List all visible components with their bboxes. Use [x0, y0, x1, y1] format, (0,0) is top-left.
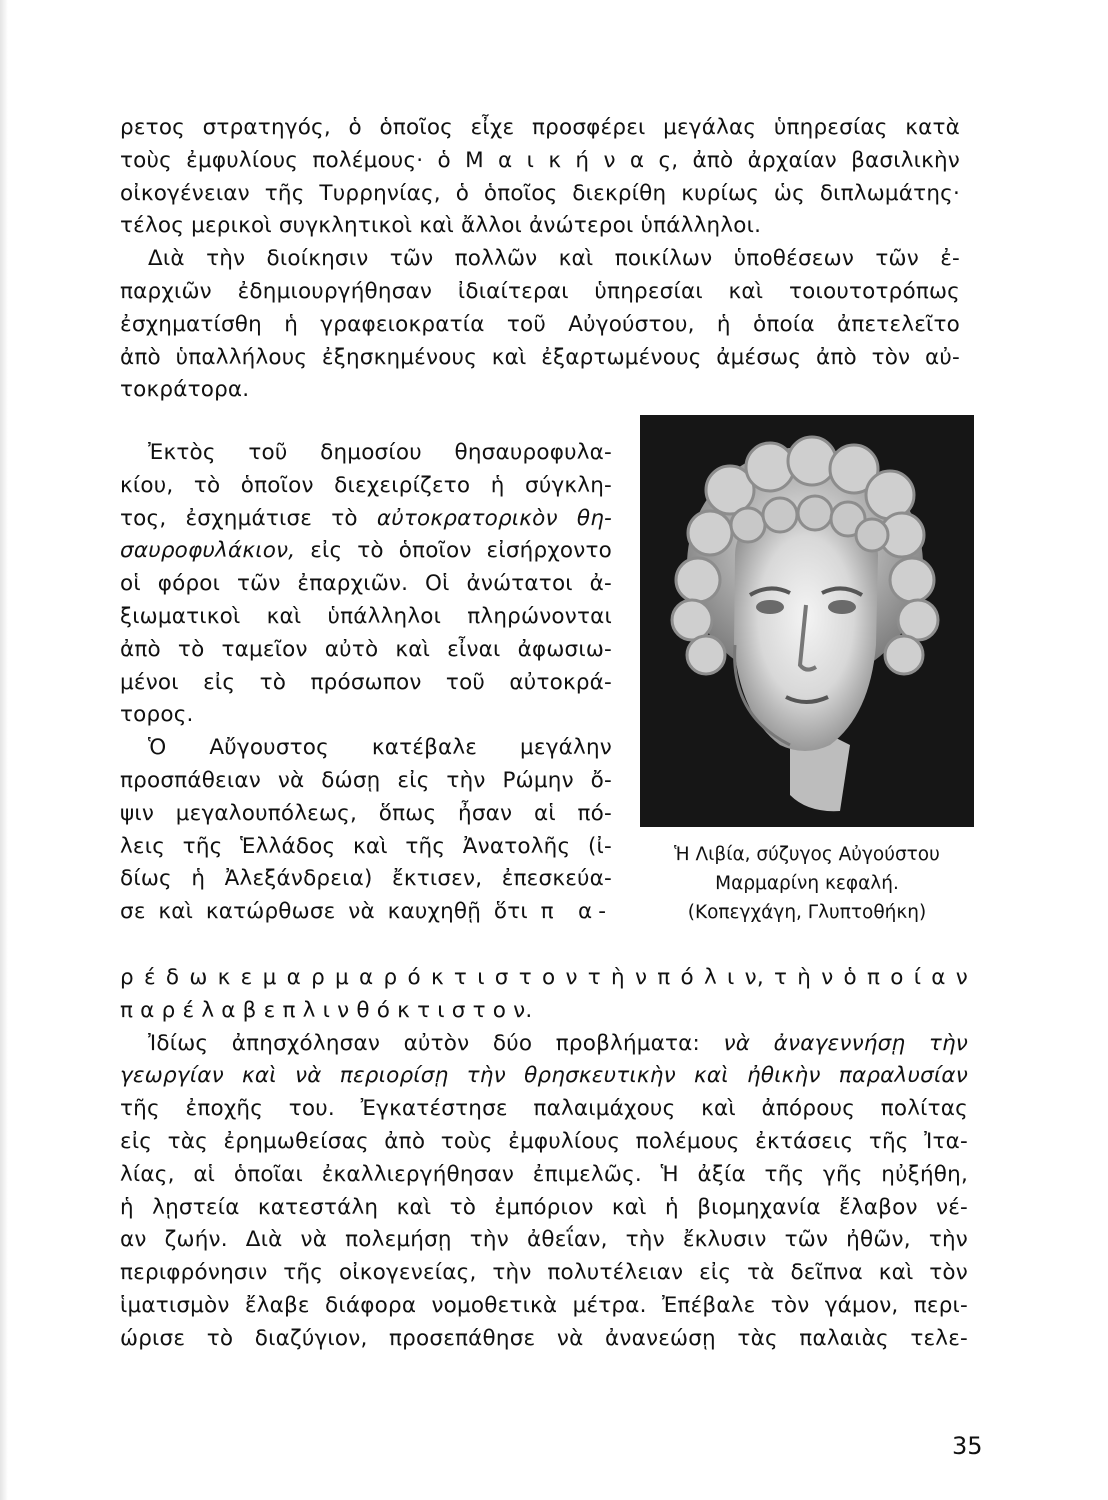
text-line — [120, 503, 612, 536]
livia-bust-photo — [640, 415, 974, 827]
text-line: ρετος στρατηγός, ὁ ὁποῖος εἶχε προσφέρει μεγάλας ὑπηρεσίας κατὰ — [120, 115, 960, 140]
italic-term: σαυροφυλάκιον, — [120, 538, 296, 564]
text-line: ξιωματικοὶ καὶ ὑπάλληλοι πληρώνονται — [120, 603, 612, 629]
text-line: ψιν μεγαλουπόλεως, ὅπως ἦσαν αἱ πό- — [120, 800, 612, 826]
text-line: κίου, τὸ ὁποῖον διεχειρίζετο ἡ σύγκλη- — [120, 472, 612, 498]
scan-edge-shadow — [0, 0, 8, 1500]
text-line: οἰκογένειαν τῆς Τυρρηνίας, ὁ ὁποῖος διεκρίθη κυρίως ὡς διπλωμάτης· — [120, 180, 960, 206]
top-text-block — [120, 112, 960, 407]
text-line: ἐσχηματίσθη ἡ γραφειοκρατία τοῦ Αὐγούστου, ἡ ὁποία ἀπετελεῖτο — [120, 311, 960, 337]
text-line: ἱματισμὸν ἔλαβε διάφορα νομοθετικὰ μέτρα. Ἐπέβαλε τὸν γάμον, περι- — [120, 1292, 968, 1318]
text-segment: σε καὶ κατώρθωσε νὰ καυχηθῇ ὅτι — [120, 899, 541, 925]
text-line: Ἐκτὸς τοῦ δημοσίου θησαυροφυλα- — [148, 440, 612, 465]
column-text-block — [120, 437, 612, 929]
text-line: ἡ λῃστεία κατεστάλη καὶ τὸ ἐμπόριον καὶ ἡ βιομηχανία ἔλαβον νέ- — [120, 1194, 968, 1220]
caption-title: Ἡ Λιβία, σύζυγος Αὐγούστου — [674, 844, 940, 865]
text-line: οἱ φόροι τῶν ἐπαρχιῶν. Οἱ ἀνώτατοι ἀ- — [120, 571, 612, 597]
spaced-text: π α- — [540, 899, 612, 925]
caption-material: Μαρμαρίνη κεφαλή. — [715, 873, 899, 894]
text-line — [120, 896, 612, 929]
italic-text-line: γεωργίαν καὶ νὰ περιορίσῃ τὴν θρησκευτικὴν καὶ ἠθικὴν παραλυσίαν — [120, 1063, 968, 1089]
marble-head-illustration — [640, 415, 974, 827]
text-line: δίως ἡ Ἀλεξάνδρεια) ἔκτισεν, ἐπεσκεύα- — [120, 866, 612, 892]
text-line: προσπάθειαν νὰ δώσῃ εἰς τὴν Ρώμην ὄ- — [120, 767, 612, 793]
italic-term: αὐτοκρατορικὸν θη- — [376, 505, 612, 531]
text-segment: εἰς τὸ ὁποῖον εἰσήρχοντο — [295, 538, 612, 564]
text-line: τορος. — [120, 702, 194, 728]
text-line — [120, 1028, 968, 1061]
italic-phrase: νὰ ἀναγεννήσῃ τὴν — [723, 1030, 968, 1056]
text-line: περιφρόνησιν τῆς οἰκογενείας, τὴν πολυτέλειαν εἰς τὰ δεῖπνα καὶ τὸν — [120, 1260, 968, 1286]
bottom-text-block — [120, 962, 968, 1356]
text-line: ἀπὸ τὸ ταμεῖον αὐτὸ καὶ εἶναι ἀφωσιω- — [120, 636, 612, 662]
text-segment: τος, ἐσχημάτισε τὸ — [120, 505, 377, 531]
text-line: αν ζωήν. Διὰ νὰ πολεμήσῃ τὴν ἀθεΐαν, τὴν ἔκλυσιν τῶν ἠθῶν, τὴν — [120, 1227, 968, 1253]
spaced-text-line: π α ρ έ λ α β ε π λ ι ν θ ό κ τ ι σ τ ο ν. — [120, 997, 533, 1023]
text-line: τέλος μερικοὶ συγκλητικοὶ καὶ ἄλλοι ἀνώτεροι ὑπάλληλοι. — [120, 213, 762, 239]
text-line: εἰς τὰς ἐρημωθείσας ἀπὸ τοὺς ἐμφυλίους πολέμους ἐκτάσεις τῆς Ἰτα- — [120, 1128, 968, 1154]
text-line: μένοι εἰς τὸ πρόσωπον τοῦ αὐτοκρά- — [120, 669, 612, 695]
spaced-text-line: ρ έ δ ω κ ε μ α ρ μ α ρ ό κ τ ι σ τ ο ν τ ὴ ν π ό λ ι ν, τ ὴ ν ὁ π ο ί α ν — [120, 965, 968, 990]
text-line: λίας, αἱ ὁποῖαι ἐκαλλιεργήθησαν ἐπιμελῶς. Ἡ ἀξία τῆς γῆς ηὐξήθη, — [120, 1161, 968, 1187]
caption-location: (Κοπεγχάγη, Γλυπτοθήκη) — [687, 902, 927, 923]
text-line: παρχιῶν ἐδημιουργήθησαν ἰδιαίτεραι ὑπηρεσίαι καὶ τοιουτοτρόπως — [120, 278, 960, 304]
text-line: τῆς ἐποχῆς του. Ἐγκατέστησε παλαιμάχους καὶ ἀπόρους πολίτας — [120, 1096, 968, 1122]
text-line: Ὁ Αὔγουστος κατέβαλε μεγάλην — [148, 735, 612, 761]
text-line: τοκράτορα. — [120, 377, 250, 403]
text-segment: Ἰδίως ἀπησχόλησαν αὐτὸν δύο προβλήματα: — [148, 1030, 724, 1056]
text-line — [120, 535, 612, 568]
text-line: λεις τῆς Ἑλλάδος καὶ τῆς Ἀνατολῆς (ἰ- — [120, 833, 612, 859]
figure-caption — [640, 840, 974, 927]
text-line: Διὰ τὴν διοίκησιν τῶν πολλῶν καὶ ποικίλων ὑποθέσεων τῶν ἐ- — [148, 246, 960, 272]
text-line: ώρισε τὸ διαζύγιον, προσεπάθησε νὰ ἀνανεώσῃ τὰς παλαιὰς τελε- — [120, 1325, 968, 1351]
text-line: τοὺς ἐμφυλίους πολέμους· ὁ Μ α ι κ ή ν α ς, ἀπὸ ἀρχαίαν βασιλικὴν — [120, 147, 960, 173]
text-line: ἀπὸ ὑπαλλήλους ἐξησκημένους καὶ ἐξαρτωμένους ἀμέσως ἀπὸ τὸν αὐ- — [120, 344, 960, 370]
page-number: 35 — [952, 1432, 983, 1460]
